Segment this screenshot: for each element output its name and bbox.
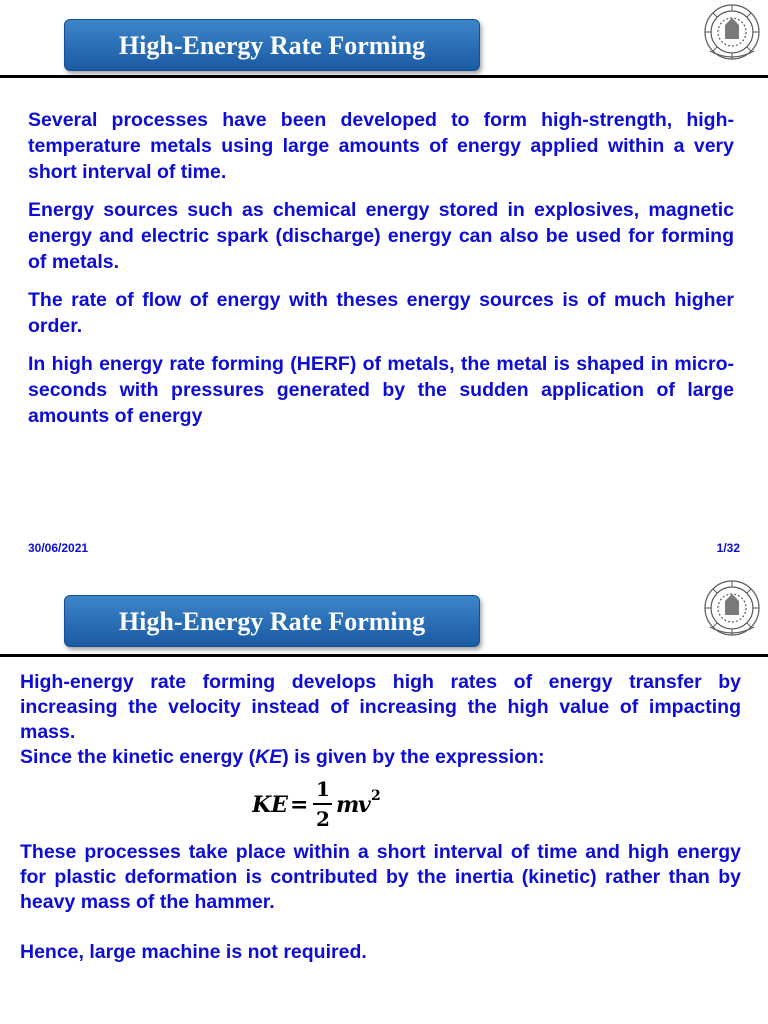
formula-lhs: KE: [252, 792, 288, 818]
page-number: 1/32: [716, 541, 740, 555]
footer-date: 30/06/2021: [28, 541, 89, 555]
slide-body: [28, 107, 734, 441]
paragraph: In high energy rate forming (HERF) of metals, the metal is shaped in micro-seconds with pressures generated by the sudden application of large amounts of energy: [28, 353, 734, 427]
ke-term: KE: [255, 746, 283, 768]
kinetic-energy-formula: [20, 770, 741, 840]
institute-emblem-icon: [700, 577, 764, 639]
formula-velocity: v: [358, 792, 371, 818]
paragraph: The rate of flow of energy with theses energy sources is of much higher order.: [28, 289, 734, 337]
paragraph-text: Since the kinetic energy (: [20, 746, 256, 768]
header-rule: [0, 654, 768, 657]
header-rule: [0, 75, 768, 78]
paragraph: High-energy rate forming develops high rates of energy transfer by increasing the velocity instead of increasing the high value of impacting mass.: [20, 671, 741, 743]
paragraph: Energy sources such as chemical energy stored in explosives, magnetic energy and electric spark (discharge) energy can also be used for forming of metals.: [28, 199, 734, 273]
paragraph: Several processes have been developed to form high-strength, high-temperature metals using large amounts of energy applied within a very short interval of time.: [28, 109, 734, 183]
paragraph: [20, 745, 741, 770]
paragraph: These processes take place within a short interval of time and high energy for plastic deformation is contributed by the inertia (kinetic) rather than by heavy mass of the hammer.: [20, 841, 741, 913]
slide-title: High-Energy Rate Forming: [64, 595, 480, 647]
formula-equals: =: [290, 792, 309, 818]
formula-denominator: 2: [316, 807, 330, 831]
institute-emblem-icon: [700, 1, 764, 63]
slide-body: [20, 670, 741, 965]
paragraph-text: ) is given by the expression:: [282, 746, 545, 768]
slide-title: High-Energy Rate Forming: [64, 19, 480, 71]
formula-exponent: 2: [371, 788, 381, 804]
formula-numerator: 1: [316, 777, 330, 801]
paragraph: Hence, large machine is not required.: [20, 941, 367, 963]
slide-2: [0, 576, 768, 1024]
formula-mass: m: [336, 792, 360, 818]
